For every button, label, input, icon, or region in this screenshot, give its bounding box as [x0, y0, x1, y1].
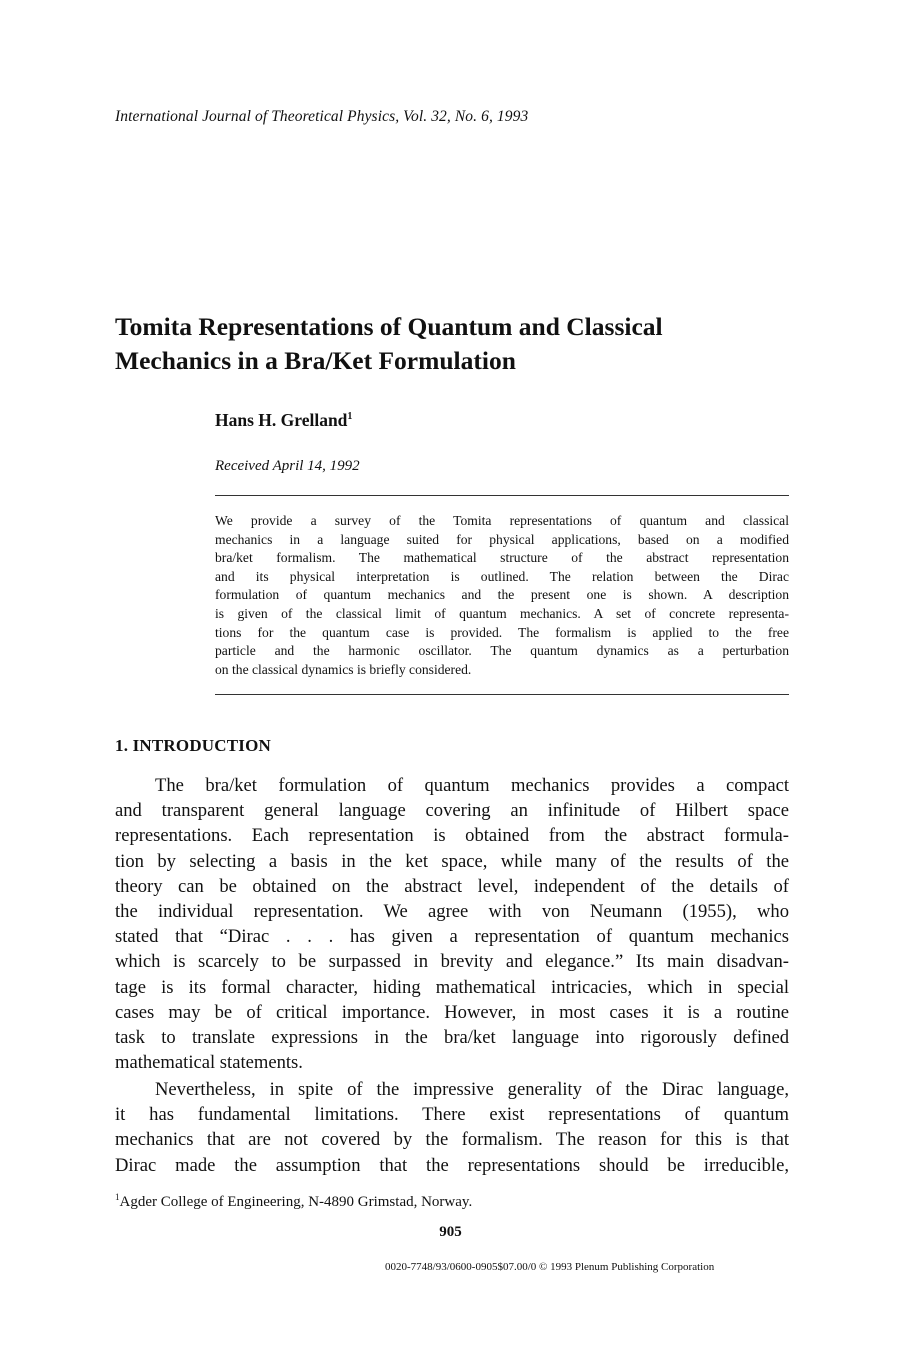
- abstract-line: We provide a survey of the Tomita representations of quantum and classical: [215, 513, 789, 528]
- title-line: Tomita Representations of Quantum and Classical: [115, 312, 663, 341]
- paragraph-line: theory can be obtained on the abstract level, independent of the details of: [115, 875, 789, 897]
- paragraph-2: [115, 1077, 789, 1178]
- paragraph-line: mathematical statements.: [115, 1052, 303, 1074]
- copyright-line: 0020-7748/93/0600-0905$07.00/0 © 1993 Plenum Publishing Corporation: [385, 1261, 715, 1273]
- paragraph-line: representations. Each representation is obtained from the abstract formula-: [115, 825, 789, 847]
- abstract: [215, 512, 789, 679]
- abstract-line: particle and the harmonic oscillator. The quantum dynamics as a perturbation: [215, 643, 789, 659]
- paragraph-line: and transparent general language covering an infinitude of Hilbert space: [115, 800, 789, 822]
- paragraph-line: Nevertheless, in spite of the impressive generality of the Dirac language,: [155, 1079, 789, 1100]
- footnote-text: Agder College of Engineering, N-4890 Grimstad, Norway.: [119, 1194, 473, 1210]
- author-footnote-mark: 1: [347, 411, 353, 422]
- abstract-top-rule: [215, 495, 789, 496]
- abstract-line: formulation of quantum mechanics and the present one is shown. A description: [215, 587, 789, 603]
- paragraph-line: task to translate expressions in the bra/ket language into rigorously defined: [115, 1027, 789, 1049]
- paragraph-line: tage is its formal character, hiding mathematical intricacies, which in special: [115, 976, 789, 998]
- abstract-line: on the classical dynamics is briefly considered.: [215, 661, 472, 677]
- article-title: [115, 310, 835, 378]
- author-block: [215, 410, 352, 431]
- paragraph-line: Dirac made the assumption that the representations should be irreducible,: [115, 1154, 789, 1176]
- abstract-line: is given of the classical limit of quantum mechanics. A set of concrete representa-: [215, 605, 789, 621]
- footnote: [115, 1192, 472, 1211]
- author-name: Hans H. Grelland: [215, 410, 348, 430]
- paragraph-line: it has fundamental limitations. There exist representations of quantum: [115, 1104, 789, 1126]
- section-heading: 1. INTRODUCTION: [115, 736, 272, 755]
- page-number: 905: [439, 1224, 462, 1240]
- journal-header: International Journal of Theoretical Physics, Vol. 32, No. 6, 1993: [115, 108, 529, 125]
- abstract-line: bra/ket formalism. The mathematical structure of the abstract representation: [215, 550, 789, 566]
- paragraph-line: tion by selecting a basis in the ket space, while many of the results of the: [115, 850, 789, 872]
- paragraph-line: the individual representation. We agree with von Neumann (1955), who: [115, 901, 789, 923]
- paragraph-1: [115, 773, 789, 1075]
- received-date: Received April 14, 1992: [215, 458, 360, 474]
- abstract-bottom-rule: [215, 694, 789, 695]
- paragraph-line: stated that “Dirac . . . has given a representation of quantum mechanics: [115, 926, 789, 948]
- paragraph-line: which is scarcely to be surpassed in brevity and elegance.” Its main disadvan-: [115, 951, 789, 973]
- paragraph-line: cases may be of critical importance. However, in most cases it is a routine: [115, 1001, 789, 1023]
- abstract-line: mechanics in a language suited for physical applications, based on a modified: [215, 531, 789, 547]
- abstract-line: and its physical interpretation is outlined. The relation between the Dirac: [215, 568, 789, 584]
- paragraph-line: The bra/ket formulation of quantum mechanics provides a compact: [155, 775, 789, 796]
- paragraph-line: mechanics that are not covered by the formalism. The reason for this is that: [115, 1129, 789, 1151]
- footnote-mark: 1: [115, 1192, 120, 1202]
- abstract-line: tions for the quantum case is provided. The formalism is applied to the free: [215, 624, 789, 640]
- title-line: Mechanics in a Bra/Ket Formulation: [115, 346, 516, 375]
